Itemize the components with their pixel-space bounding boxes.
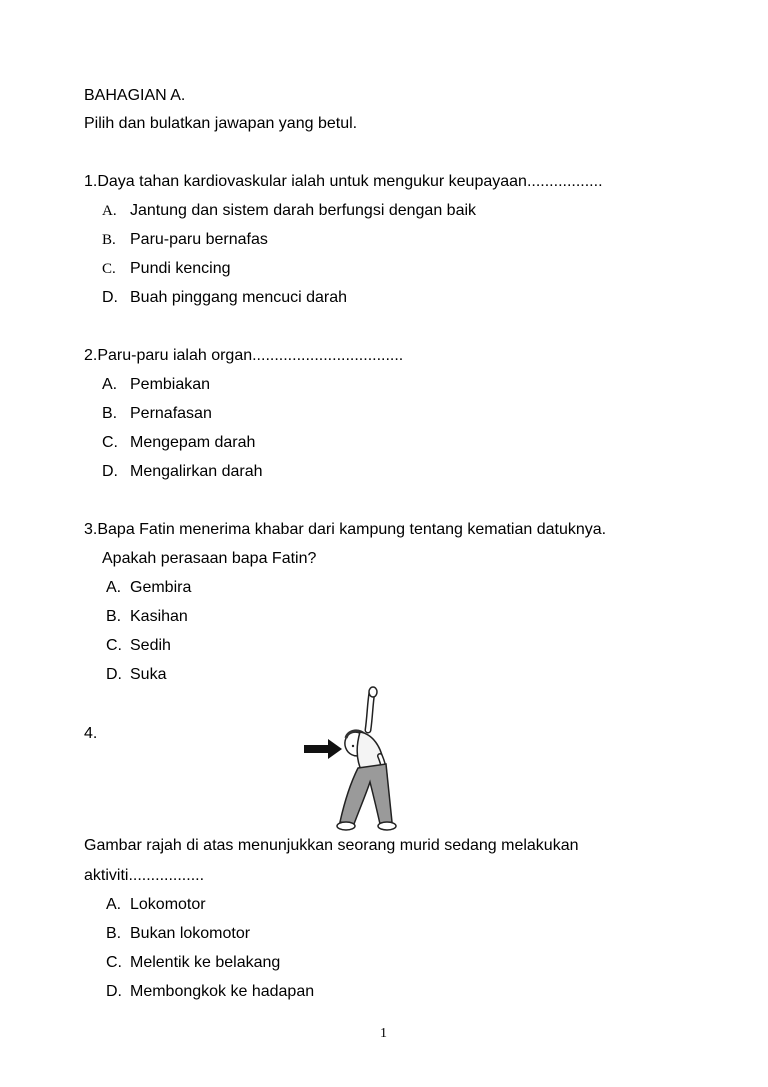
q3-option-a-letter: A. bbox=[106, 579, 122, 596]
q1-option-d-text: Buah pinggang mencuci darah bbox=[130, 289, 348, 306]
q2-option-d-letter: D. bbox=[102, 463, 118, 480]
child-side-bend-figure bbox=[300, 686, 410, 836]
q1-option-b-text: Paru-paru bernafas bbox=[130, 231, 268, 248]
q1-option-c-letter: C. bbox=[102, 261, 116, 277]
q3-option-b-letter: B. bbox=[106, 608, 122, 625]
q4-option-b-letter: B. bbox=[106, 925, 122, 942]
question-1-stem: 1.Daya tahan kardiovaskular ialah untuk mengukur keupayaan................. bbox=[84, 173, 603, 190]
q4-option-c-letter: C. bbox=[106, 954, 122, 971]
q1-option-b-letter: B. bbox=[102, 232, 116, 248]
q3-option-d-letter: D. bbox=[106, 666, 122, 683]
q2-option-b-text: Pernafasan bbox=[130, 405, 212, 422]
question-4-number: 4. bbox=[84, 725, 98, 742]
q2-option-b-letter: B. bbox=[102, 405, 118, 422]
section-title: BAHAGIAN A. bbox=[84, 87, 186, 104]
q3-option-b-text: Kasihan bbox=[130, 608, 188, 625]
question-4-stem: Gambar rajah di atas menunjukkan seorang murid sedang melakukan bbox=[84, 837, 579, 854]
q4-option-c-text: Melentik ke belakang bbox=[130, 954, 281, 971]
question-4-stem-line2: aktiviti................. bbox=[84, 867, 205, 884]
q1-option-a-text: Jantung dan sistem darah berfungsi dengan baik bbox=[130, 202, 477, 219]
q3-option-a-text: Gembira bbox=[130, 579, 192, 596]
q2-option-a-text: Pembiakan bbox=[130, 376, 211, 393]
q4-option-a-text: Lokomotor bbox=[130, 896, 206, 913]
q2-option-a-letter: A. bbox=[102, 376, 118, 393]
q1-option-c-text: Pundi kencing bbox=[130, 260, 231, 277]
question-2-stem: 2.Paru-paru ialah organ.................................. bbox=[84, 347, 404, 364]
q3-option-c-text: Sedih bbox=[130, 637, 171, 654]
q1-option-d-letter: D. bbox=[102, 289, 118, 306]
q3-option-c-letter: C. bbox=[106, 637, 122, 654]
q4-option-a-letter: A. bbox=[106, 896, 122, 913]
q2-option-d-text: Mengalirkan darah bbox=[130, 463, 263, 480]
q4-option-d-letter: D. bbox=[106, 983, 122, 1000]
question-3-stem-line2: Apakah perasaan bapa Fatin? bbox=[102, 550, 317, 567]
question-3-stem: 3.Bapa Fatin menerima khabar dari kampung tentang kematian datuknya. bbox=[84, 521, 607, 538]
section-instruction: Pilih dan bulatkan jawapan yang betul. bbox=[84, 115, 358, 132]
page-number: 1 bbox=[380, 1026, 387, 1041]
q2-option-c-text: Mengepam darah bbox=[130, 434, 256, 451]
q4-option-d-text: Membongkok ke hadapan bbox=[130, 983, 315, 1000]
right-arrow-icon bbox=[304, 739, 342, 759]
q1-option-a-letter: A. bbox=[102, 203, 117, 219]
q3-option-d-text: Suka bbox=[130, 666, 167, 683]
q2-option-c-letter: C. bbox=[102, 434, 118, 451]
q4-option-b-text: Bukan lokomotor bbox=[130, 925, 251, 942]
